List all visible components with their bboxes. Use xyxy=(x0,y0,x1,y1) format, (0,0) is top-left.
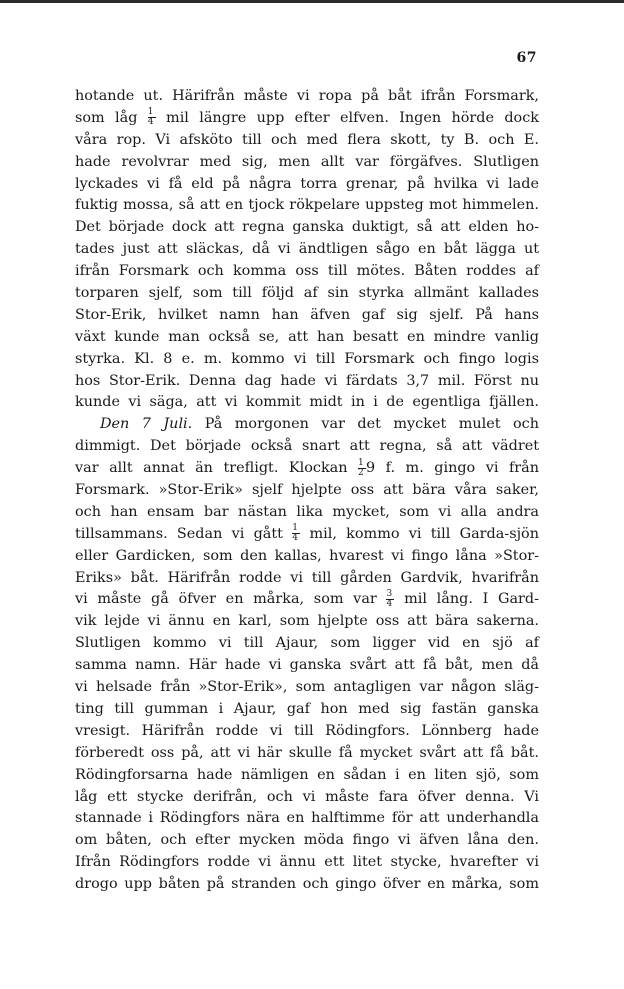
text-line xyxy=(75,480,539,502)
text-line xyxy=(75,765,539,787)
text-line xyxy=(75,195,539,217)
text-line xyxy=(75,371,539,393)
text-line xyxy=(75,611,539,633)
fraction xyxy=(148,108,156,127)
text-segment: och han ensam bar nästan lika mycket, som vi alla andra xyxy=(75,503,539,520)
text-line xyxy=(75,458,539,480)
fraction-numerator: 3 xyxy=(386,590,394,600)
text-segment: lyckades vi få eld på några torra grenar, på hvilka vi lade xyxy=(75,175,539,192)
text-line xyxy=(75,217,539,239)
text-segment: Ifrån Rödingfors rodde vi ännu ett litet stycke, hvarefter vi xyxy=(75,854,539,871)
text-segment: På morgonen var det mycket mulet och xyxy=(192,416,539,433)
text-segment: Det började dock att regna ganska duktigt, så att elden ho- xyxy=(75,219,539,236)
text-line xyxy=(75,502,539,524)
text-line xyxy=(75,130,539,152)
text-segment: hotande ut. Härifrån måste vi ropa på båt ifrån Forsmark, xyxy=(75,88,539,104)
text-segment: växt kunde man också se, att han besatt en mindre vanlig xyxy=(75,328,539,345)
text-line xyxy=(75,852,539,874)
text-segment: drogo upp båten på stranden och gingo öfver en mårka, som xyxy=(75,876,539,893)
fraction-denominator: 4 xyxy=(386,598,393,609)
text-segment: styrka. Kl. 8 e. m. kommo vi till Forsmark och fingo logis xyxy=(75,350,539,367)
text-segment: om båten, och efter mycken möda fingo vi äfven låna den. xyxy=(75,832,539,849)
text-line xyxy=(75,349,539,371)
text-line xyxy=(75,677,539,699)
text-segment: Stor-Erik, hvilket namn han äfven gaf sig sjelf. På hans xyxy=(75,306,539,323)
text-line xyxy=(75,86,539,108)
text-line xyxy=(75,633,539,655)
text-line xyxy=(75,305,539,327)
text-line xyxy=(75,874,539,896)
text-line xyxy=(75,152,539,174)
top-edge-rule xyxy=(0,0,624,3)
text-segment: vi måste gå öfver en mårka, som var xyxy=(75,591,387,608)
text-segment: hade revolvrar med sig, men allt var förgäfves. Slutligen xyxy=(75,153,539,170)
text-segment: Rödingforsarna hade nämligen en sådan i en liten sjö, som xyxy=(75,766,539,783)
text-segment: som låg xyxy=(75,109,148,126)
text-segment: Forsmark. »Stor-Erik» sjelf hjelpte oss att bära våra saker, xyxy=(75,482,539,499)
text-line xyxy=(75,108,539,130)
text-segment: tades just att släckas, då vi ändtligen sågo en båt lägga ut xyxy=(75,241,539,258)
text-line xyxy=(75,787,539,809)
text-segment: hos Stor-Erik. Denna dag hade vi färdats 3,7 mil. Först nu xyxy=(75,372,539,389)
text-segment: vi helsade från »Stor-Erik», som antagligen var någon släg- xyxy=(75,679,539,696)
text-segment: ifrån Forsmark och komma oss till mötes. Båten roddes af xyxy=(75,263,539,280)
text-segment: vik lejde vi ännu en karl, som hjelpte oss att bära sakerna. xyxy=(75,613,539,630)
page-number: 67 xyxy=(516,50,537,66)
fraction-denominator: 4 xyxy=(147,117,154,128)
date-heading: Den 7 Juli. xyxy=(100,416,193,433)
text-line xyxy=(75,655,539,677)
text-segment: vresigt. Härifrån rodde vi till Rödingfors. Lönnberg hade xyxy=(75,722,539,739)
text-line xyxy=(75,568,539,590)
fraction-denominator: 4 xyxy=(292,533,298,544)
text-segment: tillsammans. Sedan vi gått xyxy=(75,525,293,542)
body-text xyxy=(75,86,539,896)
text-line xyxy=(75,239,539,261)
text-segment: mil längre upp efter elfven. Ingen hörde dock xyxy=(155,109,539,126)
text-line xyxy=(75,830,539,852)
text-line xyxy=(75,283,539,305)
text-segment: låg ett stycke derifrån, och vi måste fara öfver denna. Vi xyxy=(75,788,539,805)
text-line xyxy=(75,699,539,721)
text-segment: kunde vi säga, att vi kommit midt in i de egentliga fjällen. xyxy=(75,394,539,411)
fraction-numerator: 1 xyxy=(292,524,300,534)
fraction-denominator: 2 xyxy=(358,467,364,478)
text-segment: stannade i Rödingfors nära en halftimme för att underhandla xyxy=(75,810,539,827)
text-segment: våra rop. Vi afsköto till och med flera skott, ty B. och E. xyxy=(75,131,539,148)
text-line xyxy=(75,261,539,283)
text-line xyxy=(75,392,539,414)
text-segment: mil lång. I Gard- xyxy=(394,591,539,608)
text-line xyxy=(75,414,539,436)
text-segment: förberedt oss på, att vi här skulle få mycket svårt att få båt. xyxy=(75,744,539,761)
fraction-numerator: 1 xyxy=(148,108,156,118)
text-line xyxy=(75,589,539,611)
text-segment: samma namn. Här hade vi ganska svårt att få båt, men då xyxy=(75,657,539,674)
fraction-numerator: 1 xyxy=(358,459,366,469)
text-segment: Eriks» båt. Härifrån rodde vi till gården Gardvik, hvarifrån xyxy=(75,569,539,586)
text-segment: ting till gumman i Ajaur, gaf hon med sig fastän ganska xyxy=(75,700,539,717)
text-segment: var allt annat än trefligt. Klockan xyxy=(75,460,359,477)
text-line xyxy=(75,327,539,349)
text-segment: fuktig mossa, så att en tjock rökpelare uppsteg mot himmelen. xyxy=(75,197,539,214)
fraction xyxy=(358,459,366,478)
text-segment: 9 f. m. gingo vi från xyxy=(366,460,539,477)
text-segment: dimmigt. Det började också snart att regna, så att vädret xyxy=(75,438,539,455)
text-segment: mil, kommo vi till Garda-sjön xyxy=(300,525,539,542)
text-segment: torparen sjelf, som till följd af sin styrka allmänt kallades xyxy=(75,285,539,302)
text-line xyxy=(75,808,539,830)
text-line xyxy=(75,721,539,743)
text-segment: eller Gardicken, som den kallas, hvarest vi fingo låna »Stor- xyxy=(75,547,539,564)
text-line xyxy=(75,546,539,568)
text-line xyxy=(75,524,539,546)
text-segment: Slutligen kommo vi till Ajaur, som ligger vid en sjö af xyxy=(75,635,539,652)
text-line xyxy=(75,743,539,765)
text-line xyxy=(75,174,539,196)
text-line xyxy=(75,436,539,458)
